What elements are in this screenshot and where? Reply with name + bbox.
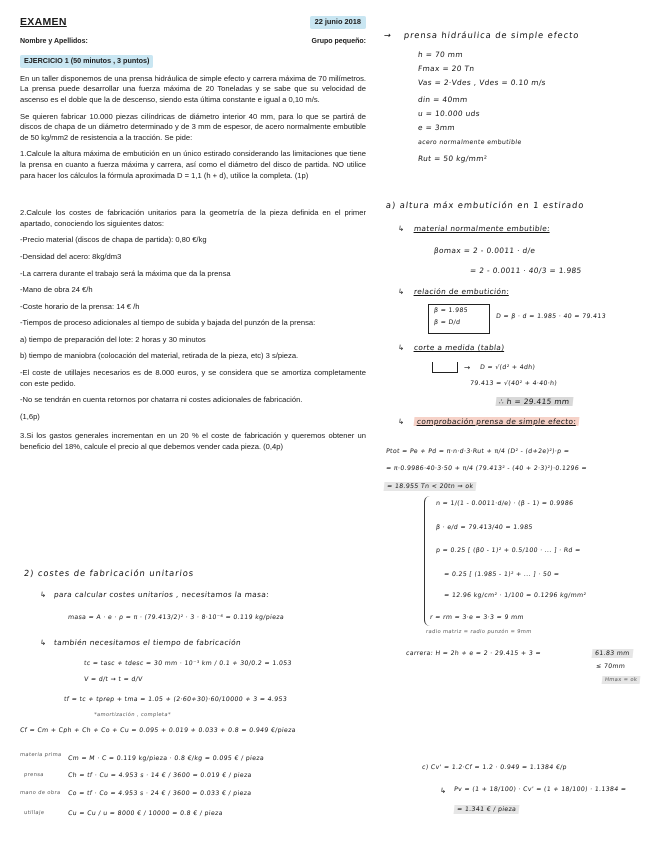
tiempo-line: V = d/t → t = d/V — [83, 676, 144, 683]
question-3: 3.Si los gastos generales incrementan en un 20 % el coste de fabricación y queremos obtener un beneficio del 18%, calcule el precio al que debemos vender cada pieza. (0,4p) — [20, 431, 366, 452]
name-label: Nombre y Apellidos: — [20, 37, 88, 45]
arrow-icon: ↳ — [39, 590, 48, 599]
exam-header — [20, 16, 366, 29]
arrow-icon: → — [383, 30, 393, 40]
detalle-line: r = rm = 3·e = 3·3 = 9 mm — [429, 614, 525, 621]
material-title: material normalmente embutible: — [413, 224, 551, 233]
given-data: u = 10.000 uds — [417, 109, 481, 118]
question-2: 2.Calcule los costes de fabricación unitarios para la geometría de la pieza definida en el primer apartado, conociendo los siguientes datos: — [20, 208, 366, 228]
corte-title: corte a medida (tabla) — [413, 343, 506, 352]
part-a-title: a) altura máx embutición en 1 estirado — [385, 200, 585, 210]
tiempo-intro: también necesitamos el tiempo de fabricación — [53, 638, 242, 647]
corte-line: D = √(d² + 4dh) — [479, 364, 536, 371]
cf-line: Cf = Cm + Cph + Ch + Co + Cu = 0.095 + 0.019 + 0.033 + 0.8 = 0.949 €/pieza — [19, 727, 297, 734]
data-line: a) tiempo de preparación del lote: 2 horas y 30 minutos — [20, 334, 206, 344]
carrera-line: carrera: H = 2h + e = 2 · 29.415 + 3 = — [405, 650, 542, 657]
given-data: din = 40mm — [417, 95, 469, 104]
given-data: Rut = 50 kg/mm² — [417, 154, 488, 163]
cost-formula: Co = tf · Co = 4.953 s · 24 € / 3600 = 0.033 € / pieza — [67, 790, 252, 797]
exam-statement — [20, 16, 366, 453]
given-data: acero normalmente embutible — [417, 139, 522, 146]
exercise-context: Se quieren fabricar 10.000 piezas cilíndricas de diámetro interior 40 mm, para lo que se partirá de discos de chapa de un diámetro determinado y de 3 mm de espesor, de acero normalmente embutible de 50 kg/mm2 de resistencia a la tracción. Se pide: — [20, 111, 366, 142]
arrow-icon: ↳ — [397, 287, 406, 296]
data-line: (1,6p) — [20, 411, 40, 421]
part-c-line: c) Cv' = 1.2·Cf = 1.2 · 0.949 = 1.1384 €/p — [421, 764, 568, 771]
tiempo-line: tc = tasc + tdesc = 30 mm · 10⁻³ km / 0.1 + 30/0.2 = 1.053 — [83, 660, 293, 667]
comprobacion-title: comprobación prensa de simple efecto: — [414, 417, 580, 426]
data-line: -Tiempos de proceso adicionales al tiempo de subida y bajada del punzón de la prensa: — [20, 318, 316, 328]
tf-note: *amortización , completa* — [93, 712, 172, 718]
given-data: Fmax = 20 Tn — [417, 64, 475, 73]
fuerza-line: = π·0.9986·40·3·50 + π/4 (79.413² - (40 + 2·3)²)·0.1296 = — [385, 465, 588, 472]
cost-formula: Ch = tf · Cu = 4.953 s · 14 € / 3600 = 0.019 € / pieza — [67, 772, 253, 779]
exercise-label: EJERCICIO 1 (50 minutos , 3 puntos) — [20, 55, 153, 68]
data-line: -Coste horario de la prensa: 14 € /h — [20, 301, 140, 311]
arrow-icon: ↳ — [397, 417, 406, 426]
arrow-icon: ↳ — [397, 343, 406, 352]
data-line: -Mano de obra 24 €/h — [20, 285, 93, 295]
cost-formula: Cm = M · C = 0.119 kg/pieza · 0.8 €/kg = 0.095 € / pieza — [67, 755, 265, 762]
given-data: e = 3mm — [417, 123, 456, 132]
relacion-title: relación de embutición: — [413, 287, 510, 296]
data-line: -Precio material (discos de chapa de partida): 0,80 €/kg — [20, 235, 207, 245]
group-label: Grupo pequeño: — [311, 37, 366, 45]
exam-date: 22 junio 2018 — [310, 16, 366, 29]
relacion-box-line: β = 1.985 — [433, 307, 469, 314]
arrow-icon: ↳ — [439, 786, 448, 795]
detalle-line: β · e/d = 79.413/40 = 1.985 — [435, 524, 534, 531]
cup-sketch — [432, 362, 458, 373]
question-1: 1.Calcule la altura máxima de embutición en un único estirado considerando las limitaciones que tiene la prensa en cuanto a fuerza máxima y carrera, así como el diámetro del disco de partida. NO utilice para hacer los cálculos la fórmula aproximada D = 1,1 (h + d), utilice la completa. (1p) — [20, 149, 366, 180]
cost-label: utillaje — [23, 810, 45, 816]
detalle-line: = 12.96 kg/cm² · 1/100 = 0.1296 kg/mm² — [443, 592, 587, 599]
detail-brace — [424, 496, 433, 626]
pv-line: Pv = (1 + 18/100) · Cv' = (1 + 18/100) · 1.1384 = — [453, 786, 627, 793]
data-line: -El coste de utillajes necesarios es de 8.000 euros, y se considera que se amortiza completamente con este pedido. — [20, 368, 366, 388]
cost-label: materia prima — [19, 752, 62, 758]
data-line: -La carrera durante el trabajo será la máxima que da la prensa — [20, 268, 231, 278]
corte-result: ∴ h = 29.415 mm — [496, 397, 573, 406]
detalle-line: = 0.25 [ (1.985 - 1)² + ... ] · 50 = — [443, 571, 560, 578]
carrera-limit: ≤ 70mm — [595, 663, 626, 670]
given-data: h = 70 mm — [417, 50, 464, 59]
data-line: -Densidad del acero: 8kg/dm3 — [20, 251, 122, 261]
carrera-result: 61.83 mm — [592, 650, 633, 657]
masa-line: masa = A · e · ρ = π · (79.413/2)² · 3 · 8·10⁻⁶ = 0.119 kg/pieza — [67, 614, 285, 621]
exam-title: EXAMEN — [20, 16, 67, 28]
fuerza-line: Ptot = Pe + Pd = π·n·d·3·Rut + π/4 (D² - (d+2e)²)·p = — [385, 448, 570, 455]
masa-intro: para calcular costes unitarios , necesitamos la masa: — [53, 590, 270, 599]
detalle-line: n = 1/(1 - 0.0011·d/e) · (β - 1) = 0.9986 — [435, 500, 574, 507]
exercise-intro: En un taller disponemos de una prensa hidráulica de simple efecto y carrera máxima de 70 milímetros. La prensa puede desarrollar una fuerza máxima de 20 Toneladas y se sabe que su velocidad de ascenso es el doble que la de descenso, siendo esta última constante e igual a 0,10 m/s. — [20, 73, 366, 104]
relacion-result: D = β · d = 1.985 · 40 = 79.413 — [495, 313, 607, 320]
arrow-icon: ↳ — [39, 638, 48, 647]
arrow-icon: → — [463, 363, 472, 372]
detalle-line: p = 0.25 [ (β0 - 1)² + 0.5/100 · ... ] · Rd = — [435, 547, 581, 554]
relacion-box-line: β = D/d — [433, 319, 461, 326]
name-row — [20, 37, 366, 48]
cost-label: mano de obra — [19, 790, 61, 796]
arrow-icon: ↳ — [397, 224, 406, 233]
notes-heading: prensa hidráulica de simple efecto — [403, 30, 580, 40]
pv-result: = 1.341 € / pieza — [454, 806, 520, 813]
given-data: Vas = 2·Vdes , Vdes = 0.10 m/s — [417, 78, 547, 87]
cost-label: prensa — [23, 772, 45, 778]
detalle-note: radio matriz = radio punzón = 9mm — [425, 629, 532, 635]
data-line: b) tiempo de maniobra (colocación del material, retirada de la pieza, etc) 3 s/pieza. — [20, 351, 299, 361]
carrera-ok: Hmax = ok — [602, 677, 641, 683]
corte-line: 79.413 = √(40² + 4·40·h) — [469, 380, 558, 387]
fuerza-result: = 18.955 Tn < 20tn ⇒ ok — [384, 483, 477, 490]
data-line: -No se tendrán en cuenta retornos por chatarra ni costes adicionales de fabricación. — [20, 395, 303, 405]
cost-formula: Cu = Cu / u = 8000 € / 10000 = 0.8 € / pieza — [67, 810, 224, 817]
beta-line: βomax = 2 - 0.0011 · d/e — [433, 246, 536, 255]
beta-line: = 2 - 0.0011 · 40/3 = 1.985 — [469, 266, 583, 275]
tf-line: tf = tc + tprep + tma = 1.05 + (2·60+30)·60/10000 + 3 = 4.953 — [63, 696, 288, 703]
part-b-title: 2) costes de fabricación unitarios — [23, 568, 195, 578]
